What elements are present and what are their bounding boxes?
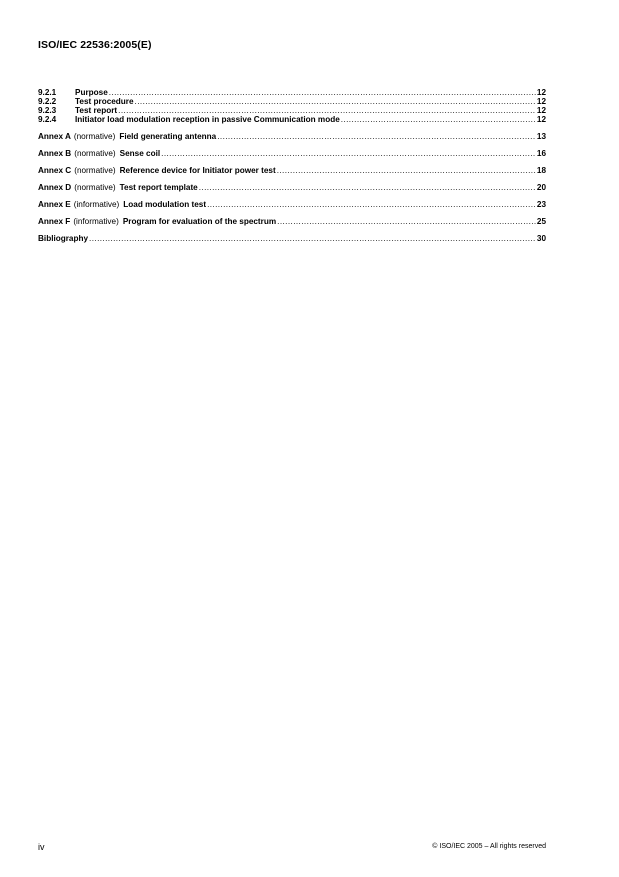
toc-entry-annex-d[interactable] <box>38 183 546 192</box>
annex-label: Annex B <box>38 149 72 158</box>
dot-leader <box>109 88 536 97</box>
annex-label: Annex A <box>38 132 71 141</box>
toc-entry-page: 25 <box>536 217 546 226</box>
toc-entry-annex-b[interactable] <box>38 149 546 158</box>
annex-label: Annex D <box>38 183 72 192</box>
toc-entry-title: Test procedure <box>75 97 134 106</box>
document-id-header: ISO/IEC 22536:2005(E) <box>38 39 152 51</box>
annex-kind: (informative) <box>73 217 119 226</box>
annex-kind: (normative) <box>73 132 116 141</box>
annex-title: Test report template <box>119 183 198 192</box>
toc-entry-number: 9.2.1 <box>38 88 57 97</box>
annex-kind: (informative) <box>73 200 120 209</box>
toc-entry-9-2-2[interactable] <box>38 97 546 106</box>
annex-title: Load modulation test <box>123 200 207 209</box>
toc-entry-page: 13 <box>536 132 546 141</box>
toc-entry-number: 9.2.2 <box>38 97 57 106</box>
toc-entry-annex-e[interactable] <box>38 200 546 209</box>
toc-entry-annex-c[interactable] <box>38 166 546 175</box>
dot-leader <box>341 115 536 124</box>
annex-title: Field generating antenna <box>119 132 217 141</box>
toc-entry-title: Initiator load modulation reception in passive Communication mode <box>75 115 340 124</box>
dot-leader <box>118 106 536 115</box>
dot-leader <box>277 166 536 175</box>
toc-entry-number: 9.2.4 <box>38 115 57 124</box>
dot-leader <box>161 149 536 158</box>
annex-title: Sense coil <box>119 149 161 158</box>
toc-entry-page: 30 <box>536 234 546 243</box>
dot-leader <box>135 97 536 106</box>
toc-entry-number: 9.2.3 <box>38 106 57 115</box>
annex-kind: (normative) <box>74 149 116 158</box>
dot-leader <box>207 200 536 209</box>
dot-leader <box>199 183 536 192</box>
toc-entry-annex-f[interactable] <box>38 217 546 226</box>
toc-entry-page: 12 <box>536 115 546 124</box>
toc-entry-9-2-4[interactable] <box>38 115 546 124</box>
annex-title: Program for evaluation of the spectrum <box>122 217 277 226</box>
toc-entry-page: 18 <box>536 166 546 175</box>
annex-kind: (normative) <box>74 183 116 192</box>
toc-entry-page: 23 <box>536 200 546 209</box>
page-number: iv <box>38 842 45 852</box>
toc-entry-page: 12 <box>536 106 546 115</box>
toc-entry-9-2-1[interactable] <box>38 88 546 97</box>
bibliography-title: Bibliography <box>38 234 89 243</box>
dot-leader <box>217 132 536 141</box>
toc-entry-bibliography[interactable] <box>38 234 546 243</box>
copyright-notice: © ISO/IEC 2005 – All rights reserved <box>432 843 546 850</box>
toc-entry-page: 20 <box>536 183 546 192</box>
annex-label: Annex E <box>38 200 71 209</box>
dot-leader <box>89 234 536 243</box>
annex-kind: (normative) <box>74 166 116 175</box>
toc-entry-page: 12 <box>536 97 546 106</box>
toc-entry-page: 16 <box>536 149 546 158</box>
toc-entry-9-2-3[interactable] <box>38 106 546 115</box>
annex-label: Annex C <box>38 166 72 175</box>
table-of-contents <box>38 88 546 243</box>
toc-entry-title: Test report <box>75 106 118 115</box>
annex-title: Reference device for Initiator power test <box>119 166 276 175</box>
toc-entry-page: 12 <box>536 88 546 97</box>
toc-entry-annex-a[interactable] <box>38 132 546 141</box>
annex-label: Annex F <box>38 217 71 226</box>
toc-entry-title: Purpose <box>75 88 108 97</box>
dot-leader <box>277 217 536 226</box>
